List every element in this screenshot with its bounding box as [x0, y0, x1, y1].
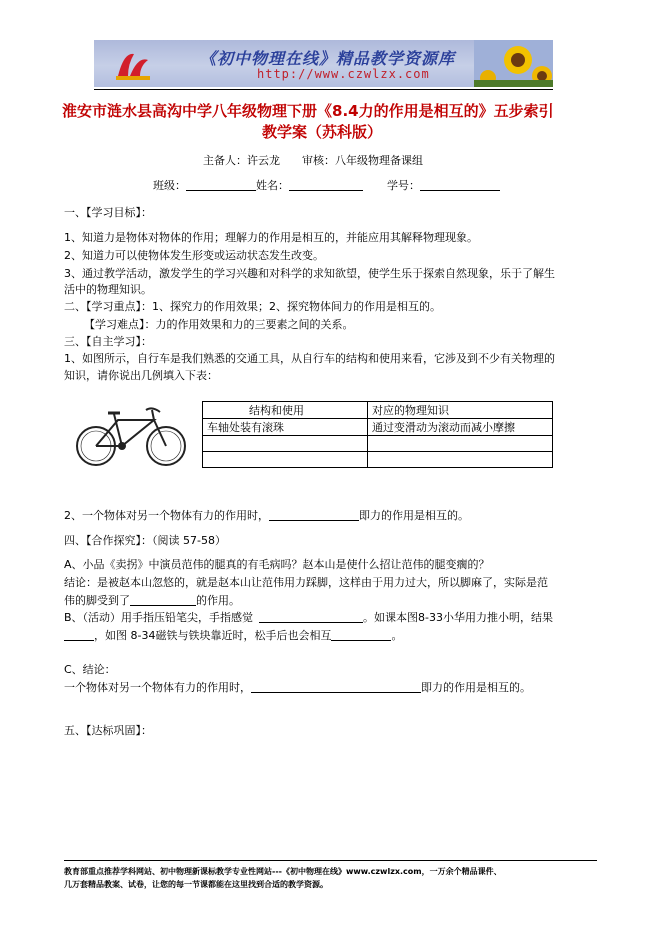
- objective-item: 活中的物理知识。: [64, 283, 152, 296]
- q2-blank[interactable]: [269, 508, 359, 521]
- footer-line: 几万套精品教案、试卷，让您的每一节课都能在这里找到合适的教学资源。: [64, 880, 328, 889]
- table-cell[interactable]: [368, 436, 553, 452]
- section-4-a: A、小品《卖拐》中演员范伟的腿真的有毛病吗？赵本山是使什么招让范伟的腿变瘸的？: [64, 558, 490, 571]
- section-1-heading: 一、【学习目标】：: [64, 206, 152, 219]
- section-5-heading: 五、【达标巩固】：: [64, 724, 152, 737]
- table-header-row: [203, 402, 553, 419]
- b-text: B、（活动）用手指压铅笔尖，手指感觉: [64, 611, 254, 624]
- b-text-2: 。如课本图8-33小华用力推小明，结果: [363, 611, 554, 624]
- class-field[interactable]: [186, 178, 256, 191]
- conclusion-text-end: 的作用。: [196, 594, 240, 607]
- authors-line: 主备人：许云龙 审核：八年级物理备课组: [203, 154, 423, 167]
- header-banner: [94, 40, 553, 87]
- banner-title: 《初中物理在线》精品教学资源库: [200, 49, 456, 68]
- table-cell[interactable]: [368, 452, 553, 468]
- q2-text-end: 即力的作用是相互的。: [359, 509, 469, 522]
- section-3-line: 1、如图所示，自行车是我们熟悉的交通工具，从自行车的结构和使用来看，它涉及到不少有关物理的: [64, 352, 555, 365]
- section-4-conclusion: 结论：是被赵本山忽悠的，就是赵本山让范伟用力踩脚，这样由于用力过大，所以脚麻了，实际是范: [64, 576, 548, 589]
- section-4-b-2: [64, 627, 402, 643]
- section-4-c-heading: C、结论：: [64, 663, 116, 676]
- conclusion-text: 伟的脚受到了: [64, 594, 130, 607]
- section-4-c: [64, 679, 531, 695]
- objective-item: 3、通过教学活动，激发学生的学习兴趣和对科学的求知欲望，使学生乐于探索自然现象，乐于了解生: [64, 267, 555, 280]
- table-cell: 车轴处装有滚珠: [203, 419, 368, 436]
- q2-text: 2、一个物体对另一个物体有力的作用时，: [64, 509, 269, 522]
- b-blank-3[interactable]: [331, 628, 391, 641]
- table-header-cell: 结构和使用: [203, 402, 368, 419]
- class-label: 班级：: [153, 179, 186, 192]
- number-field[interactable]: [420, 178, 500, 191]
- section-4-reading: （阅读 57-58）: [152, 534, 226, 547]
- section-2: [64, 298, 441, 314]
- conclusion-blank[interactable]: [130, 593, 196, 606]
- section-4: [64, 532, 226, 548]
- banner-url[interactable]: http://www.czwlzx.com: [257, 67, 430, 81]
- difficulty-line: [84, 316, 354, 332]
- table-row: [203, 436, 553, 452]
- bicycle-physics-table: [202, 401, 553, 468]
- footer-line: 教育部重点推荐学科网站、初中物理新课标教学专业性网站---《初中物理在线》www.czwlzx.com，一万余个精品课件、: [64, 867, 502, 876]
- section-3-heading: 三、【自主学习】：: [64, 335, 152, 348]
- objective-item: 2、知道力可以使物体发生形变或运动状态发生改变。: [64, 249, 324, 262]
- c-text: 一个物体对另一个物体有力的作用时，: [64, 681, 251, 694]
- section-2-heading: 二、【学习重点】：: [64, 300, 152, 313]
- difficulty-label: 【学习难点】：: [84, 318, 156, 331]
- c-blank[interactable]: [251, 680, 421, 693]
- b-blank-2[interactable]: [64, 628, 94, 641]
- objective-item: 1、知道力是物体对物体的作用；理解力的作用是相互的，并能应用其解释物理现象。: [64, 231, 478, 244]
- section-2-text: 1、探究力的作用效果；2、探究物体间力的作用是相互的。: [152, 300, 441, 313]
- footer-rule: [64, 860, 597, 861]
- section-4-b: [64, 609, 553, 625]
- b-text-3: ，如图 8-34磁铁与铁块靠近时，松手后也会相互: [94, 629, 332, 642]
- section-4-conclusion-2: [64, 592, 240, 608]
- difficulty-text: 力的作用效果和力的三要素之间的关系。: [155, 318, 354, 331]
- b-text-4: 。: [391, 629, 403, 642]
- sunflower-image: [474, 40, 553, 87]
- header-rule: [94, 89, 553, 90]
- c-text-end: 即力的作用是相互的。: [421, 681, 531, 694]
- logo-icon: [114, 46, 152, 82]
- table-row: [203, 419, 553, 436]
- student-info: [153, 177, 500, 193]
- section-4-heading: 四、【合作探究】：: [64, 534, 152, 547]
- table-row: [203, 452, 553, 468]
- doc-title-line2: 教学案（苏科版）: [262, 123, 383, 141]
- table-cell: 通过变滑动为滚动而减小摩擦: [368, 419, 553, 436]
- name-label: 姓名：: [256, 179, 289, 192]
- number-label: 学号：: [387, 179, 420, 192]
- table-cell[interactable]: [203, 452, 368, 468]
- name-field[interactable]: [289, 178, 363, 191]
- section-3-line: 知识，请你说出几例填入下表：: [64, 369, 218, 382]
- doc-title-line1: 淮安市涟水县高沟中学八年级物理下册《8.4力的作用是相互的》五步索引: [62, 102, 554, 120]
- section-3-q2: [64, 507, 469, 523]
- table-cell[interactable]: [203, 436, 368, 452]
- table-header-cell: 对应的物理知识: [368, 402, 553, 419]
- b-blank-1[interactable]: [259, 610, 363, 623]
- bicycle-icon: [74, 400, 190, 472]
